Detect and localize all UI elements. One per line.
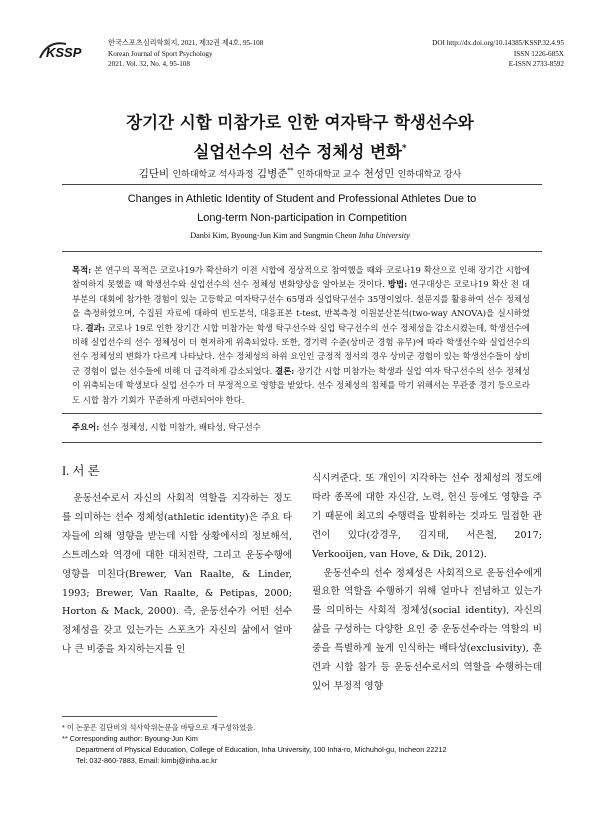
section-heading: I. 서 론: [62, 464, 100, 478]
keywords-divider: [62, 442, 542, 443]
logo-text: KSSP: [46, 45, 82, 60]
author-2-affiliation: 인하대학교 교수: [296, 170, 361, 180]
journal-en: Korean Journal of Sport Psychology: [108, 49, 213, 58]
body-paragraph: 식시켜준다. 또 개인이 지각하는 선수 정체성의 정도에 따라 종목에 대한 자신감, 노력, 헌신 등에도 영향을 주기 때문에 최고의 수행력을 발휘하는 것과도 밀접한 관련이 있다(강경우, 김지태, 서은철, 2017; Verkooijen, van Hove, & Dik, 2012).: [312, 473, 542, 560]
abstract-divider: [62, 413, 542, 414]
abstract-result-label: 결과:: [85, 322, 105, 333]
paper-title-ko: [0, 110, 600, 166]
footnote-rule: [62, 716, 217, 717]
abstract-conclusion: 장기간 시합 미참가는 학생과 실업 여자 탁구선수의 선수 정체성이 위축되는데 학생보다 실업 선수가 더 부정적으로 영향을 받았다. 선수 정체성의 침체를 막기 위해서는 무관중 경기 등으로라도 시합 참가 기회가 꾸준하게 마련되어야 한다.: [72, 365, 530, 405]
eissn: E-ISSN 2733-8592: [508, 60, 564, 68]
footnote-1: * 이 논문은 김단비의 석사학위논문을 바탕으로 재구성하였음.: [62, 723, 256, 732]
paper-title-en: [60, 190, 544, 228]
doi: DOI http://dx.doi.org/10.14385/KSSP.32.4.95: [432, 39, 564, 47]
title-ko-line2: 실업선수의 선수 정체성 변화: [193, 142, 402, 162]
journal-citation: [108, 38, 263, 70]
footnote-2-contact: Tel: 032-860-7883, Email: kimbj@inha.ac.kr: [76, 756, 218, 765]
journal-identifiers: [432, 38, 564, 70]
footnotes: [62, 722, 560, 766]
issn: ISSN 1226-685X: [513, 49, 564, 58]
footnote-2-dept: Department of Physical Education, College of Education, Inha University, 100 Inha-ro, Michuhol-gu, Incheon 22212: [76, 745, 447, 754]
title-ko-line1: 장기간 시합 미참가로 인한 여자탁구 학생선수와: [126, 113, 474, 132]
title-divider-top: [62, 184, 542, 185]
author-1-name: 김단비: [138, 168, 170, 180]
title-en-line1: Changes in Athletic Identity of Student and Professional Athletes Due to: [127, 193, 477, 205]
keywords-text: 선수 정체성, 시합 미참가, 배타성, 탁구선수: [99, 422, 261, 432]
footnote-2-head: ** Corresponding author: Byoung-Jun Kim: [62, 734, 198, 743]
author-3-affiliation: 인하대학교 강사: [397, 170, 462, 180]
author-2-name: 김병준: [256, 168, 288, 180]
journal-volume: 2021. Vol. 32, No. 4, 95-108: [108, 60, 190, 68]
authors-ko: [0, 166, 600, 181]
journal-ko: 한국스포츠심리학회지, 2021, 제32권 제4호, 95-108: [108, 39, 264, 47]
abstract-result: 코로나 19로 인한 장기간 시합 미참가는 학생 탁구선수와 실업 탁구선수의 선수 정체성을 감소시켰는데, 학생선수에 비해 실업선수의 선수 정체성이 더 현저하게 위축되었다. 또한, 경기력 수준(상비군 경험 유무)에 따라 학생선수와 실업선수의 선수 정체성의 변화가 다르게 나타났다. 선수 정체성의 하위 요인인 긍정적 정서의 경우 상비군 경험이 있는 학생선수들이 상비군 경험이 없는 선수들에 비해 더 급격하게 감소되었다.: [72, 322, 530, 376]
authors-en-names: Danbi Kim, Byoung-Jun Kim and Sungmin Cheon: [190, 231, 357, 240]
title-footnote-mark: *: [401, 144, 407, 154]
journal-logo: [38, 38, 94, 62]
abstract-conclusion-label: 결론:: [275, 365, 295, 376]
abstract-method-label: 방법:: [387, 279, 408, 290]
author-3-name: 천성민: [363, 168, 395, 180]
body-paragraph: 운동선수의 선수 정체성은 사회적으로 운동선수에게 필요한 역할을 수행하기 위해 얼마나 전념하고 있는가를 의미하는 사회적 정체성(social identity), 자신의 삶을 구성하는 다양한 요인 중 운동선수라는 역할의 비중을 특별하게 높게 인식하는 배타성(exclusivity), 훈련과 시합 참가 등 운동선수로서의 역할을 수행하는데 있어 부정적 영향: [312, 567, 542, 692]
body-column-left: [62, 462, 292, 660]
abstract-purpose-label: 목적:: [72, 265, 92, 275]
title-divider-bottom: [62, 251, 542, 252]
authors-en: [0, 231, 600, 240]
body-column-right: [312, 470, 542, 697]
abstract: [72, 263, 530, 407]
abstract-purpose: 본 연구의 목적은 코로나19가 확산하기 이전 시합에 정상적으로 참여했을 때와 코로나19 확산으로 인해 장기간 시합에 참여하지 못했을 때 학생선수와 실업선수의 선수 정체성 변화양상을 알아보는 것이다.: [72, 265, 530, 290]
keywords-label: 주요어:: [72, 422, 100, 432]
author-2-mark: **: [287, 167, 294, 175]
authors-en-affiliation: Inha University: [358, 231, 410, 240]
journal-header: [38, 36, 564, 96]
body-paragraph: 운동선수로서 자신의 사회적 역할을 지각하는 정도를 의미하는 선수 정체성(athletic identity)은 주요 타자들에 의해 영향을 받는데 시합 상황에서의 정보해석, 스트레스와 역경에 대한 대처전략, 그리고 운동수행에 영향을 미친다(Brewer, Van Raalte, & Linder, 1993; Brewer, Van Raalte, & Petipas, 2000; Horton & Mack, 2000). 즉, 운동선수가 어떤 선수 정체성을 갖고 있는가는 스포츠가 자신의 삶에서 얼마나 큰 비중을 차지하는지를 인: [62, 493, 292, 656]
abstract-method: 연구대상은 코로나19 확산 전 대부분의 대회에 참가한 경험이 있는 고등학교 여자탁구선수 65명과 실업탁구선수 35명이었다. 설문지를 활용하여 선수 정체성을 측정하였으며, 수집된 자료에 대하여 빈도분석, 대응표본 t-test, 반복측정 이원분산분석(two-way ANOVA)을 실시하였다.: [72, 279, 530, 333]
keywords: [72, 421, 530, 433]
title-en-line2: Long-term Non-participation in Competition: [197, 212, 407, 224]
author-1-affiliation: 인하대학교 석사과정: [172, 170, 254, 180]
